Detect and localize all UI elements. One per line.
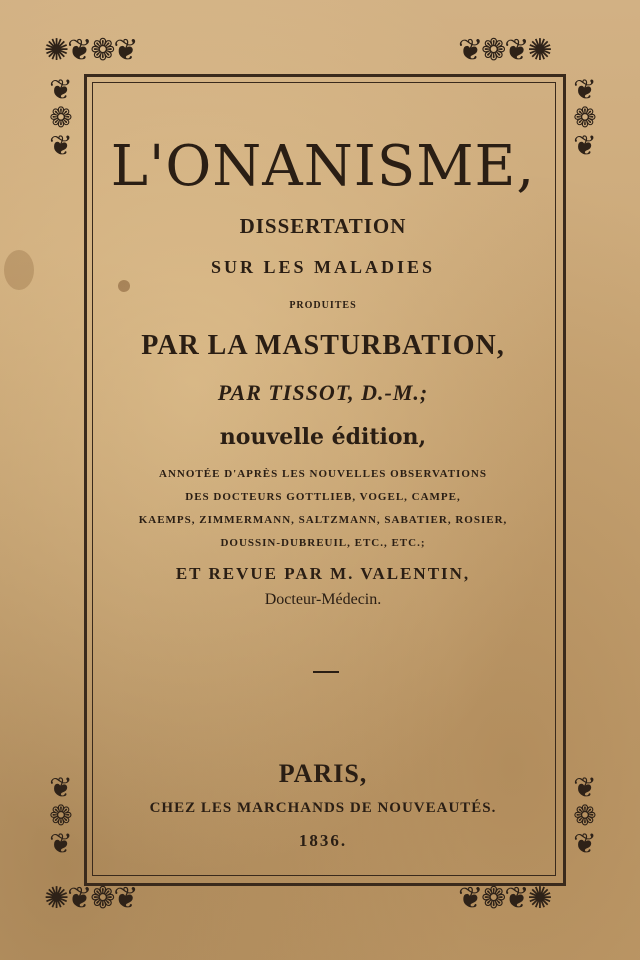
leaf-icon: ❦: [504, 33, 528, 68]
flower-icon: ❁: [90, 881, 114, 916]
side-ornament-left-bottom: [44, 771, 78, 860]
rosette-icon: ✺: [527, 33, 551, 68]
title-page-content: [92, 82, 554, 874]
corner-ornament-bottom-right: [458, 881, 551, 916]
book-title: L'ONANISME,: [110, 134, 536, 199]
leaf-icon: ❦: [67, 881, 91, 916]
annotation-line: DES DOCTEURS GOTTLIEB, VOGEL, CAMPE,: [185, 491, 461, 503]
subtitle-maladies: SUR LES MALADIES: [210, 257, 436, 277]
flower-icon: ❁: [49, 799, 73, 832]
subtitle-dissertation: DISSERTATION: [239, 214, 407, 238]
subtitle-cause: PAR LA MASTURBATION,: [141, 330, 505, 361]
leaf-icon: ❦: [573, 827, 597, 860]
reviser-title: Docteur-Médecin.: [264, 591, 382, 608]
divider-rule: [313, 671, 339, 673]
leaf-icon: ❦: [458, 881, 482, 916]
author-line: PAR TISSOT, D.-M.;: [217, 380, 429, 405]
annotation-line: KAEMPS, ZIMMERMANN, SALTZMANN, SABATIER, ROSIER,: [138, 514, 508, 526]
rosette-icon: ✺: [44, 33, 68, 68]
leaf-icon: ❦: [113, 881, 137, 916]
leaf-icon: ❦: [113, 33, 137, 68]
leaf-icon: ❦: [573, 129, 597, 162]
corner-ornament-top-left: [44, 33, 137, 68]
flower-icon: ❁: [49, 101, 73, 134]
leaf-icon: ❦: [504, 881, 528, 916]
side-ornament-right-top: [568, 73, 602, 162]
paper-stain: [4, 250, 34, 290]
leaf-icon: ❦: [49, 73, 73, 106]
flower-icon: ❁: [573, 799, 597, 832]
edition-line: nouvelle édition,: [219, 424, 427, 450]
corner-ornament-bottom-left: [44, 881, 137, 916]
flower-icon: ❁: [90, 33, 114, 68]
flower-icon: ❁: [481, 33, 505, 68]
leaf-icon: ❦: [67, 33, 91, 68]
leaf-icon: ❦: [49, 771, 73, 804]
subtitle-produites: PRODUITES: [289, 300, 357, 311]
annotation-line: ANNOTÉE D'APRÈS LES NOUVELLES OBSERVATIONS: [159, 468, 487, 480]
reviser-line: ET REVUE PAR M. VALENTIN,: [175, 564, 471, 583]
leaf-icon: ❦: [458, 33, 482, 68]
rosette-icon: ✺: [527, 881, 551, 916]
leaf-icon: ❦: [573, 771, 597, 804]
flower-icon: ❁: [573, 101, 597, 134]
leaf-icon: ❦: [573, 73, 597, 106]
imprint-publisher: CHEZ LES MARCHANDS DE NOUVEAUTÉS.: [149, 800, 497, 816]
rosette-icon: ✺: [44, 881, 68, 916]
side-ornament-left-top: [44, 73, 78, 162]
leaf-icon: ❦: [49, 827, 73, 860]
flower-icon: ❁: [481, 881, 505, 916]
side-ornament-right-bottom: [568, 771, 602, 860]
leaf-icon: ❦: [49, 129, 73, 162]
corner-ornament-top-right: [458, 33, 551, 68]
annotation-line: DOUSSIN-DUBREUIL, ETC., ETC.;: [220, 537, 426, 549]
imprint-city: PARIS,: [278, 759, 368, 788]
imprint-year: 1836.: [298, 831, 348, 850]
